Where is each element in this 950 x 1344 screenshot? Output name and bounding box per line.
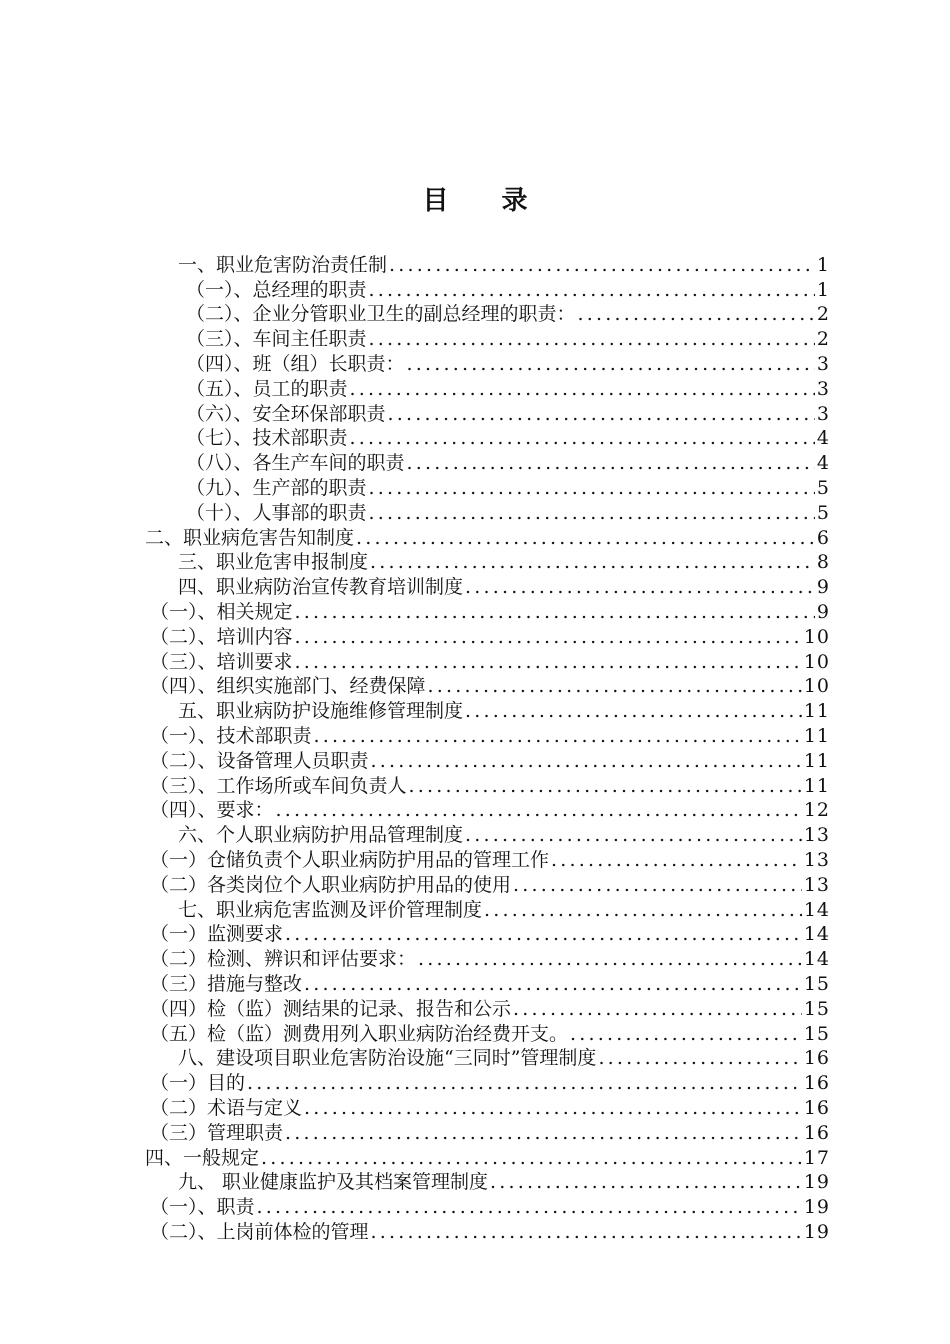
toc-page-number: 2 [816, 303, 830, 326]
toc-page-number: 5 [816, 476, 830, 499]
toc-page-number: 11 [803, 724, 830, 747]
toc-page-number: 11 [803, 749, 830, 772]
toc-entry[interactable] [150, 946, 830, 971]
toc-page-number: 14 [803, 948, 830, 971]
toc-dot-leader [350, 426, 815, 450]
toc-entry[interactable] [150, 872, 830, 897]
toc-entry-title: （一）、职责 [150, 1196, 255, 1219]
toc-entry[interactable] [150, 773, 830, 798]
toc-dot-leader [314, 724, 802, 748]
toc-entry-title: 七、职业病危害监测及评价管理制度 [178, 898, 483, 921]
toc-entry[interactable] [145, 1145, 830, 1170]
toc-page-number: 19 [803, 1220, 830, 1243]
toc-entry-title: （四）检（监）测结果的记录、报告和公示 [150, 997, 512, 1020]
toc-dot-leader [407, 451, 815, 475]
toc-entry-title: （九）、生产部的职责 [186, 476, 367, 499]
toc-entry[interactable] [186, 401, 830, 426]
toc-entry-title: （三）、工作场所或车间负责人 [150, 774, 407, 797]
toc-entry[interactable] [150, 847, 830, 872]
toc-entry[interactable] [178, 252, 830, 277]
toc-dot-leader [295, 625, 802, 649]
toc-entry[interactable] [178, 1170, 830, 1195]
toc-dot-leader [407, 352, 815, 376]
toc-page-number: 3 [816, 352, 830, 375]
toc-dot-leader [370, 550, 815, 574]
toc-page-number: 10 [803, 625, 830, 648]
toc-entry[interactable] [178, 698, 830, 723]
toc-page-number: 19 [803, 1171, 830, 1194]
toc-entry[interactable] [186, 450, 830, 475]
toc-page-number: 3 [816, 377, 830, 400]
toc-entry[interactable] [150, 1095, 830, 1120]
toc-page-number: 10 [803, 650, 830, 673]
toc-entry[interactable] [186, 475, 830, 500]
toc-entry-title: （五）检（监）测费用列入职业病防治经费开支。 [150, 1022, 569, 1045]
toc-dot-leader [428, 674, 802, 698]
toc-entry-title: （二）术语与定义 [150, 1096, 303, 1119]
toc-dot-leader [551, 848, 802, 872]
toc-entry[interactable] [178, 574, 830, 599]
toc-page-number: 16 [803, 1047, 830, 1070]
toc-entry[interactable] [150, 1219, 830, 1244]
toc-entry-title: 一、职业危害防治责任制 [178, 253, 388, 276]
toc-dot-leader [389, 253, 815, 277]
toc-dot-leader [356, 526, 815, 550]
toc-dot-leader [350, 377, 815, 401]
toc-dot-leader [371, 749, 802, 773]
toc-entry-title: 四、职业病防治宣传教育培训制度 [178, 576, 464, 599]
toc-entry-title: （四）、要求： [150, 799, 274, 822]
toc-dot-leader [369, 476, 815, 500]
toc-entry-title: （八）、各生产车间的职责 [186, 452, 405, 475]
toc-entry[interactable] [150, 1120, 830, 1145]
toc-entry[interactable] [150, 723, 830, 748]
toc-page-number: 13 [803, 848, 830, 871]
toc-entry[interactable] [150, 1070, 830, 1095]
toc-entry-title: （三）措施与整改 [150, 972, 303, 995]
toc-entry-title: 二、职业病危害告知制度 [145, 526, 355, 549]
toc-dot-leader [295, 600, 815, 624]
toc-page-number: 4 [816, 452, 830, 475]
toc-dot-leader [465, 699, 802, 723]
toc-entry[interactable] [186, 500, 830, 525]
toc-dot-leader [371, 1220, 802, 1244]
toc-entry-title: （二）检测、辨识和评估要求： [150, 948, 417, 971]
toc-entry[interactable] [178, 1046, 830, 1071]
toc-entry-title: （十）、人事部的职责 [186, 501, 367, 524]
toc-page-number: 16 [803, 1096, 830, 1119]
toc-dot-leader [295, 650, 802, 674]
toc-entry[interactable] [150, 798, 830, 823]
toc-entry[interactable] [186, 326, 830, 351]
toc-dot-leader [304, 1096, 802, 1120]
toc-dot-leader [570, 1022, 802, 1046]
toc-dot-leader [261, 1146, 802, 1170]
toc-dot-leader [465, 823, 802, 847]
toc-page-number: 14 [803, 898, 830, 921]
toc-dot-leader [285, 1121, 802, 1145]
toc-dot-leader [513, 997, 802, 1021]
toc-page-number: 15 [803, 997, 830, 1020]
toc-entry[interactable] [186, 302, 830, 327]
toc-page-number: 16 [803, 1121, 830, 1144]
toc-entry[interactable] [186, 277, 830, 302]
toc-entry-title: 九、 职业健康监护及其档案管理制度 [178, 1171, 489, 1194]
toc-entry[interactable] [178, 822, 830, 847]
toc-dot-leader [369, 501, 815, 525]
toc-dot-leader [257, 1195, 802, 1219]
toc-entry-title: （一）、总经理的职责 [186, 278, 367, 301]
toc-page-number: 13 [803, 824, 830, 847]
page-title: 目 录 [422, 186, 550, 216]
toc-page-number: 9 [816, 576, 830, 599]
toc-page-number: 12 [803, 799, 830, 822]
toc-page-number: 1 [816, 278, 830, 301]
toc-entry-title: 六、个人职业病防护用品管理制度 [178, 824, 464, 847]
toc-entry-title: （七）、技术部职责 [186, 427, 348, 450]
toc-dot-leader [598, 1046, 801, 1070]
toc-entry-title: （二）、企业分管职业卫生的副总经理的职责： [186, 303, 576, 326]
toc-page-number: 17 [803, 1146, 830, 1169]
toc-entry-title: （三）、车间主任职责 [186, 328, 367, 351]
toc-dot-leader [247, 1071, 802, 1095]
toc-page-number: 10 [803, 675, 830, 698]
toc-dot-leader [578, 302, 815, 326]
toc-dot-leader [388, 402, 815, 426]
toc-entry-title: （三）管理职责 [150, 1121, 284, 1144]
toc-entry-title: 五、职业病防护设施维修管理制度 [178, 700, 464, 723]
toc-entry-title: （一）、技术部职责 [150, 724, 312, 747]
toc-page-number: 16 [803, 1072, 830, 1095]
toc-page-number: 15 [803, 1022, 830, 1045]
toc-page-number: 11 [803, 700, 830, 723]
toc-page-number: 6 [816, 526, 830, 549]
toc-entry-title: （五）、员工的职责 [186, 377, 348, 400]
toc-dot-leader [369, 327, 815, 351]
toc-dot-leader [369, 278, 815, 302]
toc-entry-title: （一）、相关规定 [150, 600, 293, 623]
toc-entry-title: 三、职业危害申报制度 [178, 551, 369, 574]
toc-entry-title: 四、一般规定 [145, 1146, 260, 1169]
toc-page-number: 2 [816, 328, 830, 351]
toc-page-number: 13 [803, 873, 830, 896]
toc-entry[interactable] [150, 1021, 830, 1046]
toc-entry-title: （二）、培训内容 [150, 625, 293, 648]
toc-entry-title: 八、建设项目职业危害防治设施“三同时”管理制度 [178, 1047, 597, 1070]
toc-dot-leader [304, 972, 802, 996]
toc-entry[interactable] [150, 971, 830, 996]
toc-entry-title: （一）仓储负责个人职业病防护用品的管理工作 [150, 848, 550, 871]
toc-entry[interactable] [178, 897, 830, 922]
toc-entry-title: （一）监测要求 [150, 923, 284, 946]
toc-entry[interactable] [150, 624, 830, 649]
toc-entry[interactable] [178, 550, 830, 575]
toc-entry[interactable] [186, 376, 830, 401]
toc-entry[interactable] [150, 599, 830, 624]
toc-entry[interactable] [150, 1194, 830, 1219]
toc-dot-leader [490, 1170, 802, 1194]
toc-page-number: 4 [816, 427, 830, 450]
toc-entry[interactable] [150, 674, 830, 699]
toc-page-number: 8 [816, 551, 830, 574]
toc-dot-leader [285, 922, 802, 946]
toc-page-number: 1 [816, 253, 830, 276]
toc-dot-leader [513, 873, 802, 897]
toc-page-number: 5 [816, 501, 830, 524]
toc-entry[interactable] [186, 426, 830, 451]
toc-entry-title: （四）、组织实施部门、经费保障 [150, 675, 426, 698]
toc-dot-leader [484, 898, 802, 922]
toc-page-number: 19 [803, 1196, 830, 1219]
toc-entry-title: （一）目的 [150, 1072, 246, 1095]
toc-page-number: 3 [816, 402, 830, 425]
toc-entry[interactable] [186, 351, 830, 376]
toc-page-number: 11 [803, 774, 830, 797]
toc-entry-title: （四）、班（组）长职责： [186, 352, 405, 375]
toc-page-number: 9 [816, 600, 830, 623]
toc-dot-leader [276, 798, 802, 822]
toc-entry[interactable] [150, 922, 830, 947]
toc-page-number: 14 [803, 923, 830, 946]
toc-entry-title: （六）、安全环保部职责 [186, 402, 386, 425]
toc-entry-title: （二）、上岗前体检的管理 [150, 1220, 369, 1243]
toc-entry[interactable] [145, 525, 830, 550]
toc-entry-title: （二）各类岗位个人职业病防护用品的使用 [150, 873, 512, 896]
toc-entry-title: （二）、设备管理人员职责 [150, 749, 369, 772]
toc-entry[interactable] [150, 649, 830, 674]
toc-page-number: 15 [803, 972, 830, 995]
toc-entry[interactable] [150, 996, 830, 1021]
toc-entry-title: （三）、培训要求 [150, 650, 293, 673]
toc-entry[interactable] [150, 748, 830, 773]
toc-dot-leader [465, 575, 815, 599]
toc-dot-leader [409, 774, 802, 798]
toc-dot-leader [418, 947, 802, 971]
